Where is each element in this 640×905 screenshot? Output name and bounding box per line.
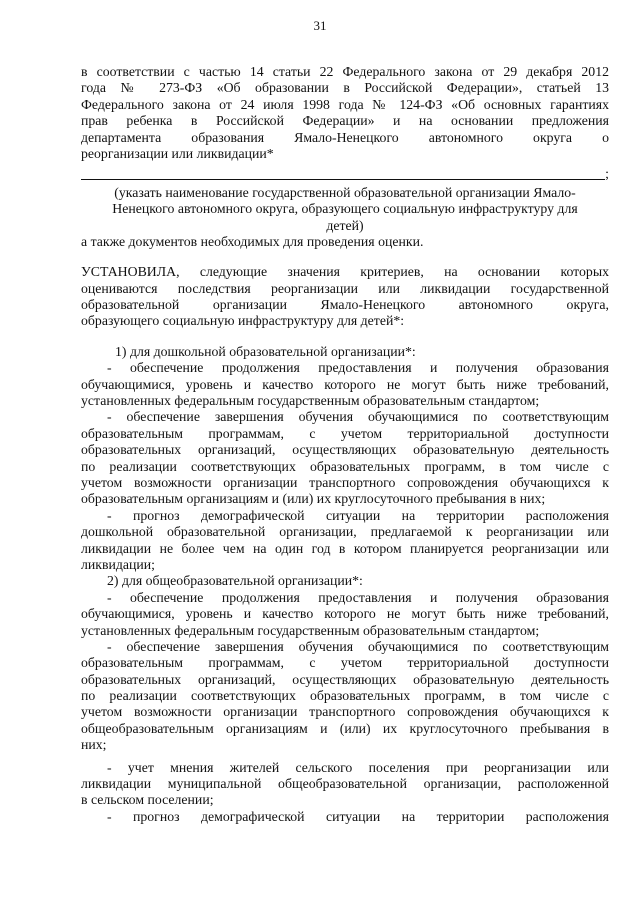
section-2-item-4 <box>81 809 609 825</box>
text-line: установленных федеральным государственным образовательным стандартом; <box>81 622 540 638</box>
intro-paragraph <box>81 64 609 162</box>
text-line: дошкольной образовательной организации, предлагаемой к реорганизации или <box>81 524 609 540</box>
section-1-title: 1) для дошкольной образовательной организации*: <box>115 343 416 359</box>
text-line: по реализации соответствующих образовательных программ, в том числе с <box>81 458 609 474</box>
text-line: реорганизации или ликвидации* <box>81 145 274 161</box>
text-line: - прогноз демографической ситуации на территории расположения <box>107 808 609 824</box>
section-1-item-3 <box>81 508 609 574</box>
blank-rule <box>81 179 605 180</box>
text-line: прав ребенка в Российской Федерации» и на основании предложения <box>81 113 609 129</box>
text-line: департамента образования Ямало-Ненецкого автономного округа о <box>81 129 609 145</box>
text-line: образующего социальную инфраструктуру для детей*: <box>81 313 405 329</box>
text-line: по реализации соответствующих образовательных программ, в том числе с <box>81 688 609 704</box>
text-line: - обеспечение продолжения предоставления и получения образования <box>107 589 609 605</box>
text-line: них; <box>81 737 107 753</box>
section-1-item-1 <box>81 360 609 409</box>
text-line: оцениваются последствия реорганизации или ликвидации государственной <box>81 280 609 296</box>
fill-in-blank <box>81 166 609 182</box>
text-line: учетом возможности организации транспортного сопровождения обучающихся к <box>81 474 609 490</box>
text-line: - прогноз демографической ситуации на территории расположения <box>107 507 609 523</box>
text-line: обучающимися, уровень и качество которого не могут быть ниже требований, <box>81 606 609 622</box>
text-line: года № 273-ФЗ «Об образовании в Российской Федерации», статьей 13 <box>81 80 609 96</box>
text-line: образовательных организаций, осуществляющих образовательную деятельность <box>81 442 609 458</box>
text-line: - учет мнения жителей сельского поселения при реорганизации или <box>107 759 609 775</box>
text-line: образовательным программам, с учетом территориальной доступности <box>81 655 609 671</box>
note-line: Ненецкого автономного округа, образующего социальную инфраструктуру для <box>112 201 578 217</box>
section-2-item-2 <box>81 639 609 754</box>
text-line: Федерального закона от 24 июля 1998 года № 124-ФЗ «Об основных гарантиях <box>81 96 609 112</box>
text-line: ликвидации; <box>81 556 155 572</box>
text-line: - обеспечение завершения обучения обучающимися по соответствующим <box>107 638 609 654</box>
text-line: образовательным программам, с учетом территориальной доступности <box>81 425 609 441</box>
page-number: 31 <box>313 18 327 33</box>
ustanovila-paragraph <box>81 264 609 330</box>
section-1-item-2 <box>81 409 609 507</box>
text-line: в соответствии с частью 14 статьи 22 Федерального закона от 29 декабря 2012 <box>81 64 609 79</box>
section-2-title: 2) для общеобразовательной организации*: <box>107 573 363 589</box>
text-line: установленных федеральным государственным образовательным стандартом; <box>81 393 540 409</box>
text-line: образовательной организации Ямало-Ненецкого автономного округа, <box>81 297 609 313</box>
text-line: - обеспечение завершения обучения обучающимися по соответствующим <box>107 409 609 425</box>
document-body <box>81 64 609 825</box>
note-line: детей) <box>326 217 364 233</box>
text-line: образовательных организаций, осуществляющих образовательную деятельность <box>81 671 609 687</box>
text-line: общеобразовательным организациям и (или) их круглосуточного пребывания в <box>81 720 609 736</box>
section-2-item-1 <box>81 590 609 639</box>
text-line: ликвидации муниципальной общеобразовательной организации, расположенной <box>81 776 609 792</box>
text-line: образовательным организациям и (или) их круглосуточного пребывания в них; <box>81 491 546 507</box>
also-documents-line: а также документов необходимых для проведения оценки. <box>81 233 424 249</box>
text-line: ликвидации не более чем на один год в котором планируется реорганизации или <box>81 540 609 556</box>
text-line: - обеспечение продолжения предоставления и получения образования <box>107 360 609 376</box>
text-line: в сельском поселении; <box>81 792 214 808</box>
text-line: учетом возможности организации транспортного сопровождения обучающихся к <box>81 704 609 720</box>
note-line: (указать наименование государственной образовательной организации Ямало- <box>114 184 576 200</box>
text-line: УСТАНОВИЛА, следующие значения критериев, на основании которых <box>81 264 609 280</box>
blank-end-mark: ; <box>605 166 609 182</box>
blank-note <box>81 185 609 234</box>
section-2-item-3 <box>81 760 609 809</box>
text-line: обучающимися, уровень и качество которого не могут быть ниже требований, <box>81 376 609 392</box>
